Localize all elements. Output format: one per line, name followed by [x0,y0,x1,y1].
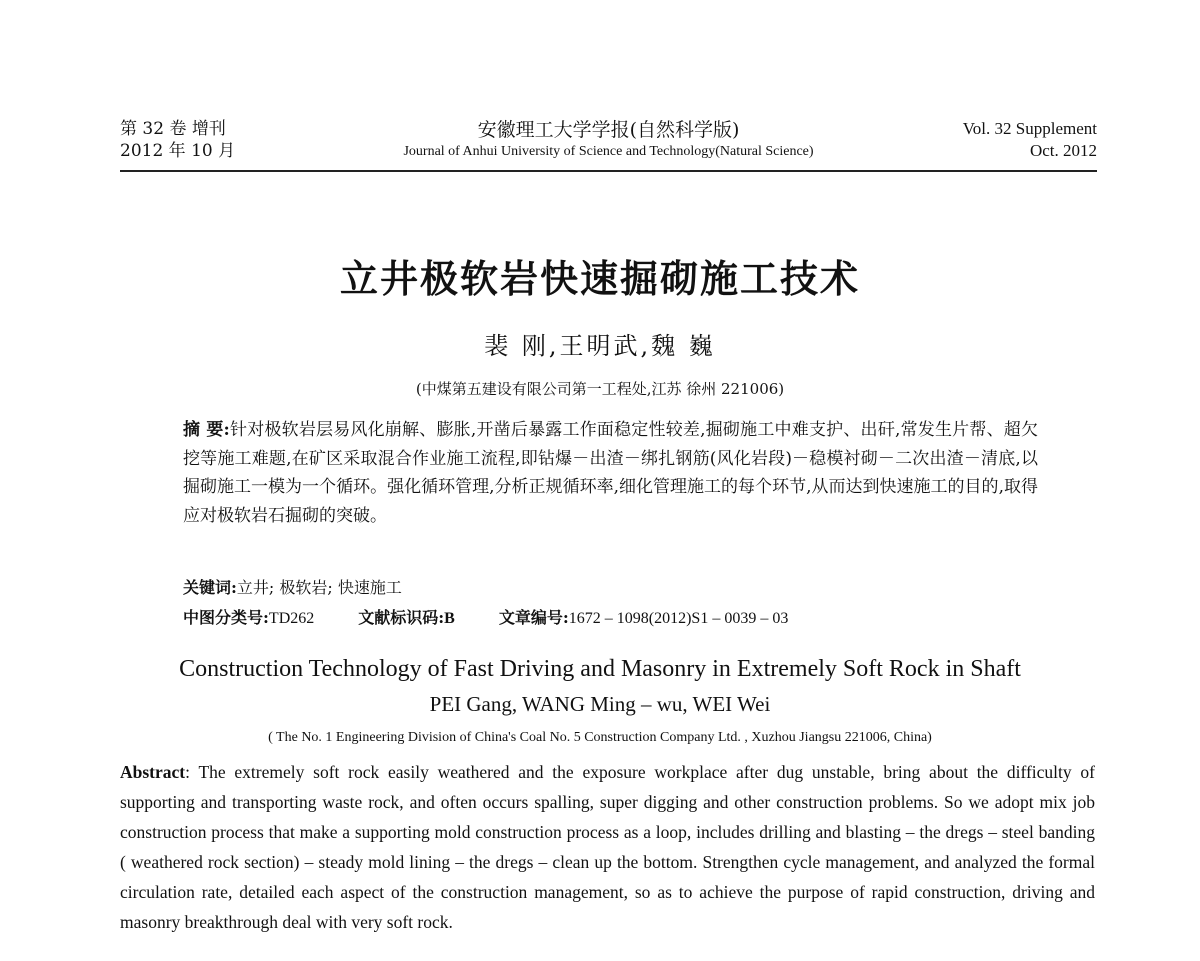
document-code [358,606,455,631]
abstract-cn [183,416,1038,530]
abstract-text-en: : The extremely soft rock easily weathered and the exposure workplace after dug unstable, bring about the difficulty of supporting and transporting waste rock, and often occurs spalling, super digging and other construction problems. So we adopt mix job construction process that make a supporting mold construction process as a loop, includes drilling and blasting – the dregs – steel banding ( weathered rock section) – steady mold lining – the dregs – clean up the bottom. Strengthen cycle management, and analyzed the formal circulation rate, detailed each aspect of the construction management, so as to achieve the purpose of rapid construction, driving and masonry breakthrough deal with very soft rock. [120,762,1095,932]
header-center [120,118,1097,162]
article-title-en: Construction Technology of Fast Driving and Masonry in Extremely Soft Rock in Shaft [179,656,1021,682]
volume-issue-cn: 第 32 卷 增刊 [120,119,226,139]
keywords-label-cn: 关键词: [183,578,237,597]
clc-label: 中图分类号: [183,608,269,627]
header-rule [120,170,1097,172]
keywords-text-cn: 立井; 极软岩; 快速施工 [236,578,402,597]
clc-value: TD262 [268,610,315,627]
article-no-label: 文章编号: [498,608,569,627]
doc-code-label: 文献标识码: [358,608,445,627]
clc-number [183,606,314,631]
doc-code-value: B [444,610,455,627]
journal-name-en: Journal of Anhui University of Science and Technology(Natural Science) [403,144,814,159]
volume-en: Vol. 32 Supplement [962,119,1097,138]
journal-name-cn: 安徽理工大学学报(自然科学版) [477,119,740,141]
abstract-label-en: Abstract [120,762,186,782]
article-no-value: 1672 – 1098(2012)S1 – 0039 – 03 [568,610,789,627]
affiliation-en: ( The No. 1 Engineering Division of China's Coal No. 5 Construction Company Ltd. , Xuzhou Jiangsu 221006, China) [268,730,932,745]
article-title-cn: 立井极软岩快速掘砌施工技术 [339,256,860,301]
abstract-en [120,757,1095,937]
header-right [963,118,1097,162]
date-cn: 2012 年 10 月 [120,141,236,161]
article-number [499,606,788,631]
authors-cn: 裴 刚,王明武,魏 巍 [484,332,716,360]
authors-en: PEI Gang, WANG Ming – wu, WEI Wei [429,692,771,716]
abstract-label-cn: 摘 要: [183,420,230,440]
journal-header [120,118,1097,168]
date-en: Oct. 2012 [1029,141,1097,160]
affiliation-cn: (中煤第五建设有限公司第一工程处,江苏 徐州 221006) [415,380,785,398]
abstract-text-cn: 针对极软岩层易风化崩解、膨胀,开凿后暴露工作面稳定性较差,掘砌施工中难支护、出矸,常发生片帮、超欠挖等施工难题,在矿区采取混合作业施工流程,即钻爆－出渣－绑扎钢筋(风化岩段)－稳模衬砌－二次出渣－清底,以掘砌施工一模为一个循环。强化循环管理,分析正规循环率,细化管理施工的每个环节,从而达到快速施工的目的,取得应对极软岩石掘砌的突破。 [183,420,1038,526]
keywords-cn [183,576,402,600]
classification-line [183,606,1043,631]
